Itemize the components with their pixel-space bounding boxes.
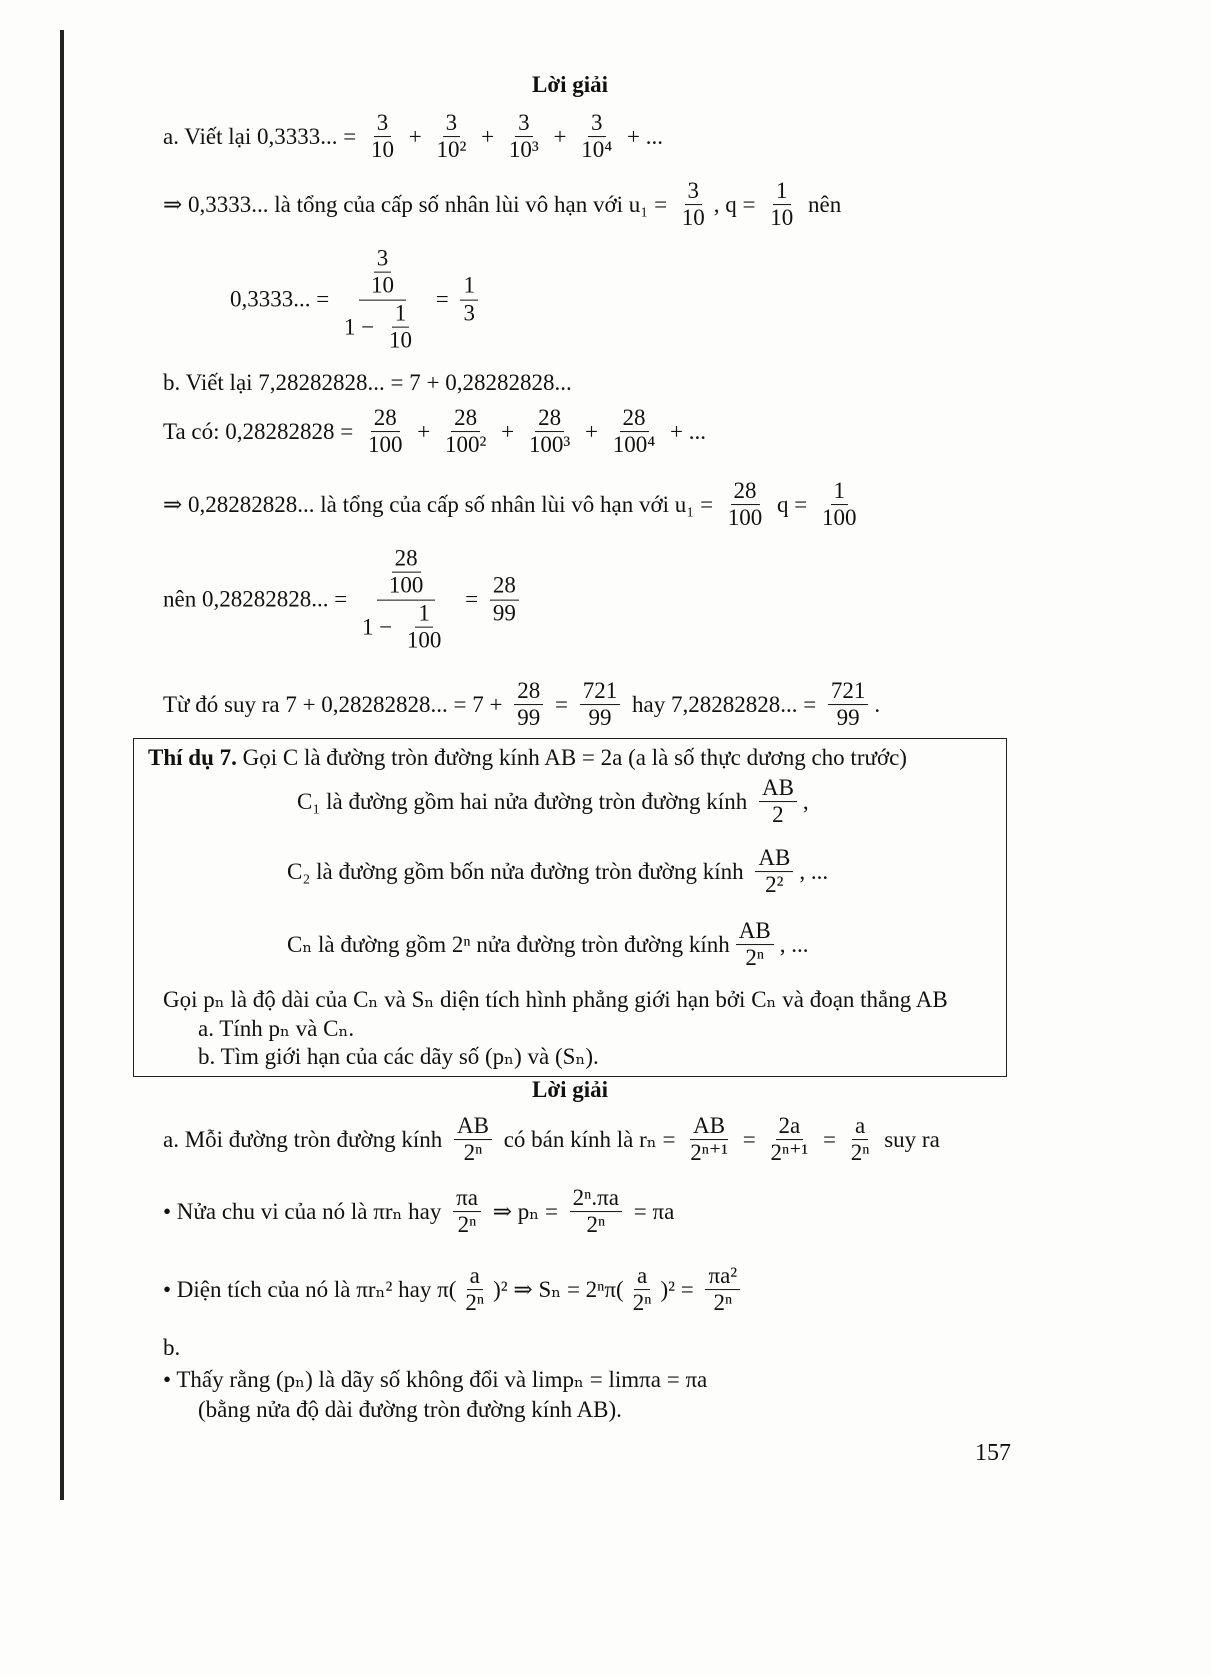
math-text: + <box>411 419 436 444</box>
numerator <box>570 1185 622 1212</box>
math-text: 1 <box>833 478 846 504</box>
math-text: có bán kính là rₙ = <box>497 1127 682 1152</box>
numerator <box>374 110 392 137</box>
fraction <box>460 273 478 327</box>
sum-formula-line-2 <box>163 546 525 655</box>
math-text: b. Viết lại 7,28282828... = 7 + 0,28282828... <box>163 370 572 395</box>
math-text: 2ⁿ <box>586 1212 606 1238</box>
fraction <box>490 573 519 627</box>
fraction <box>736 918 774 972</box>
math-text: + <box>547 124 573 149</box>
math-text: 28 <box>733 478 757 504</box>
denominator <box>819 506 860 532</box>
denominator <box>341 301 424 355</box>
page-number: 157 <box>975 1440 1011 1466</box>
denominator <box>630 1291 655 1317</box>
math-text: 2ⁿ <box>465 1290 485 1316</box>
math-text: 10² <box>436 137 467 163</box>
fraction <box>368 246 397 300</box>
solution-a-radius <box>163 1113 940 1167</box>
numerator <box>392 546 421 573</box>
math-text: AB <box>738 918 771 944</box>
math-text: ⇒ pₙ = <box>486 1199 564 1224</box>
solution-a-perimeter <box>163 1185 674 1239</box>
numerator <box>451 405 480 432</box>
fraction <box>767 178 796 232</box>
math-text: 10⁴ <box>581 137 613 163</box>
solution-b-label <box>163 1335 180 1361</box>
math-text: q = <box>771 492 814 517</box>
numerator <box>359 246 406 301</box>
scan-margin-line <box>60 30 64 1500</box>
denominator <box>455 1213 480 1239</box>
fraction <box>453 1185 481 1239</box>
example-7-statement <box>148 745 907 771</box>
math-text: , ... <box>779 932 809 957</box>
solution-b-limit <box>163 1367 707 1393</box>
math-text: )² ⇒ Sₙ = 2ⁿπ( <box>493 1277 624 1302</box>
c2-definition <box>287 845 828 899</box>
math-text: • Nửa chu vi của nó là πrₙ hay <box>163 1199 448 1224</box>
math-text: Từ đó suy ra 7 + 0,28282828... = 7 + <box>163 692 509 717</box>
numerator <box>454 1113 492 1140</box>
denominator <box>359 601 453 655</box>
numerator <box>776 1113 804 1140</box>
denominator <box>461 1141 486 1167</box>
math-text: 1 <box>776 178 788 204</box>
cn-definition <box>287 918 808 972</box>
math-text: 100 <box>406 627 442 653</box>
math-text: 99 <box>492 600 516 626</box>
solution-heading-2: Lời giải <box>532 1077 608 1102</box>
math-text: 721 <box>830 678 866 704</box>
denominator <box>514 706 543 732</box>
denominator <box>460 301 478 327</box>
math-text: Gọi pₙ là độ dài của Cₙ và Sₙ diện tích hình phẳng giới hạn bởi Cₙ và đoạn thẳng AB <box>163 987 948 1012</box>
fraction <box>514 678 543 732</box>
numerator <box>755 845 793 872</box>
numerator <box>620 405 649 432</box>
math-text: AB <box>693 1113 726 1139</box>
math-text: = <box>429 287 455 312</box>
numerator <box>580 678 621 705</box>
numerator <box>773 178 791 205</box>
math-text: AB <box>761 775 794 801</box>
fraction <box>755 845 793 899</box>
fraction <box>454 1113 492 1167</box>
math-text: 2ⁿ.πa <box>572 1185 619 1211</box>
math-text: 10 <box>681 205 705 231</box>
denominator <box>404 628 445 654</box>
denominator <box>767 206 796 232</box>
math-text: = <box>549 692 574 717</box>
denominator <box>679 206 708 232</box>
fraction <box>759 775 797 829</box>
math-text: nên 0,28282828... = <box>163 587 353 612</box>
math-text: a. Mỗi đường tròn đường kính <box>163 1127 448 1152</box>
numerator <box>490 573 519 600</box>
fraction <box>610 405 659 459</box>
math-text: 3 <box>687 178 700 204</box>
math-text: 2ⁿ <box>713 1290 733 1316</box>
numerator <box>467 1263 483 1290</box>
math-text: 28 <box>394 545 418 571</box>
math-text: 1 <box>418 600 430 626</box>
math-text: a <box>855 1113 866 1139</box>
math-text: 28 <box>373 405 397 431</box>
math-text: 28 <box>454 405 478 431</box>
math-text: Cₙ là đường gồm 2ⁿ nửa đường tròn đường kính <box>287 932 730 957</box>
math-text: 28 <box>622 405 646 431</box>
fraction <box>725 478 766 532</box>
math-text: • Diện tích của nó là πrₙ² hay π( <box>163 1277 457 1302</box>
fraction <box>359 546 453 655</box>
math-text: suy ra <box>878 1127 940 1152</box>
math-text: 28 <box>492 573 516 599</box>
denominator <box>365 433 406 459</box>
math-text: + <box>402 124 428 149</box>
math-text: b. Tìm giới hạn của các dãy số (pₙ) và (Sₙ). <box>198 1044 599 1069</box>
math-text: ⇒ 0,3333... là tổng của cấp số nhân lùi vô hạn với u₁ = <box>163 192 673 217</box>
c1-definition <box>297 775 809 829</box>
fraction <box>442 405 489 459</box>
denominator <box>687 1141 731 1167</box>
math-text: + ... <box>664 419 707 444</box>
fraction <box>404 601 445 655</box>
math-text: 1 − <box>343 314 380 340</box>
denominator <box>442 433 489 459</box>
math-text: hay 7,28282828... = <box>626 692 822 717</box>
math-text: 3 <box>463 300 475 326</box>
numerator <box>690 1113 728 1140</box>
math-text: 99 <box>588 705 612 731</box>
math-text: 99 <box>517 705 541 731</box>
pn-sn-definition <box>163 987 948 1013</box>
fraction <box>386 301 415 355</box>
numerator <box>453 1185 481 1212</box>
math-text: + <box>579 419 604 444</box>
denominator <box>583 1213 608 1239</box>
math-text: C₂ là đường gồm bốn nửa đường tròn đường kính <box>287 859 750 884</box>
math-text: 28 <box>517 678 541 704</box>
fraction <box>462 1263 487 1317</box>
fraction <box>848 1113 873 1167</box>
solution-a-area <box>163 1263 746 1317</box>
math-text: 2a <box>778 1113 801 1139</box>
sum-formula-line <box>230 246 484 355</box>
math-text: nên <box>802 192 842 217</box>
numerator <box>634 1263 650 1290</box>
fraction <box>341 246 424 355</box>
fraction <box>506 110 542 164</box>
math-text: Ta có: 0,28282828 = <box>163 419 359 444</box>
math-text: , ... <box>799 859 829 884</box>
numerator <box>759 775 797 802</box>
fraction <box>386 546 427 600</box>
math-text: . <box>874 692 881 717</box>
math-text: πa <box>456 1185 478 1211</box>
math-text: • Thấy rằng (pₙ) là dãy số không đổi và limpₙ = limπa = πa <box>163 1367 708 1392</box>
math-text: 3 <box>591 110 603 136</box>
numerator <box>443 110 461 137</box>
question-b <box>198 1044 599 1070</box>
numerator <box>392 301 410 328</box>
math-text: 2ⁿ⁺¹ <box>770 1140 809 1166</box>
denominator <box>506 138 542 164</box>
numerator <box>415 601 433 628</box>
math-text: a. Viết lại 0,3333... = <box>163 124 362 149</box>
math-text: 2ⁿ <box>745 945 765 971</box>
denominator <box>433 138 469 164</box>
fraction <box>679 178 708 232</box>
fraction <box>828 678 869 732</box>
fraction <box>368 110 397 164</box>
math-text: Gọi C là đường tròn đường kính AB = 2a (a là số thực dương cho trước) <box>236 745 907 770</box>
math-text: )² = <box>660 1277 700 1302</box>
math-text: 100 <box>822 505 857 531</box>
numerator <box>371 405 400 432</box>
math-text: ⇒ 0,28282828... là tổng của cấp số nhân lùi vô hạn với u₁ = <box>163 492 719 517</box>
math-text: + <box>475 124 500 149</box>
math-text: 2² <box>765 872 784 898</box>
numerator <box>374 246 392 273</box>
math-text: + ... <box>621 124 664 149</box>
solution-b-note <box>198 1397 622 1423</box>
denominator <box>490 601 519 627</box>
numerator <box>736 918 774 945</box>
denominator <box>386 328 415 354</box>
denominator <box>762 873 786 899</box>
math-text: 99 <box>836 705 860 731</box>
math-text: b. <box>163 1335 181 1360</box>
math-text: AB <box>758 845 791 871</box>
math-text: 100² <box>444 432 487 458</box>
fraction <box>580 678 621 732</box>
denominator <box>767 1141 811 1167</box>
math-text: = <box>736 1127 762 1152</box>
denominator <box>386 573 427 599</box>
fraction <box>819 478 860 532</box>
numerator <box>852 1113 868 1140</box>
math-text: 10 <box>388 327 412 353</box>
math-text: 10³ <box>508 137 539 163</box>
math-text: = πa <box>628 1199 675 1224</box>
math-text: 10 <box>770 205 794 231</box>
math-text: C₁ là đường gồm hai nửa đường tròn đường kính <box>297 789 753 814</box>
geometric-series-line <box>163 178 841 232</box>
math-text: 1 <box>394 300 407 326</box>
math-text: 721 <box>582 678 618 704</box>
fraction <box>365 405 406 459</box>
math-text: 10 <box>370 273 394 299</box>
math-text: = <box>817 1127 842 1152</box>
numerator <box>685 178 703 205</box>
numerator <box>514 678 543 705</box>
numerator <box>828 678 869 705</box>
fraction <box>767 1113 811 1167</box>
math-text: 100³ <box>528 432 571 458</box>
math-text: πa² <box>708 1263 738 1289</box>
math-text: 100 <box>727 505 763 531</box>
math-text: = <box>459 587 484 612</box>
denominator <box>725 506 766 532</box>
fraction <box>526 405 573 459</box>
conclusion-line <box>163 678 880 732</box>
math-text: a. Tính pₙ và Cₙ. <box>198 1016 355 1041</box>
math-text: , <box>802 789 809 814</box>
numerator <box>377 546 436 601</box>
denominator <box>834 706 863 732</box>
math-text: 2ⁿ <box>463 1140 483 1166</box>
math-text: 100 <box>388 573 424 599</box>
math-text: (bằng nửa độ dài đường tròn đường kính AB). <box>198 1397 622 1422</box>
math-text: 3 <box>518 110 530 136</box>
math-text: 100⁴ <box>612 432 656 458</box>
expansion-line <box>163 405 706 459</box>
numerator <box>588 110 606 137</box>
denominator <box>742 946 767 972</box>
denominator <box>368 138 397 164</box>
fraction <box>687 1113 731 1167</box>
math-text: 10 <box>370 137 394 163</box>
math-text: 28 <box>538 405 562 431</box>
math-text: 2 <box>772 802 784 828</box>
math-text: , q = <box>713 192 762 217</box>
part-b-line <box>163 370 572 396</box>
numerator <box>535 405 564 432</box>
math-text: 1 <box>463 273 475 299</box>
denominator <box>368 273 397 299</box>
question-a <box>198 1016 354 1042</box>
math-text: 2ⁿ <box>457 1212 477 1238</box>
math-text: 100 <box>367 432 403 458</box>
denominator <box>578 138 615 164</box>
fraction <box>705 1263 740 1317</box>
numerator <box>515 110 533 137</box>
denominator <box>769 803 787 829</box>
math-text: 1 − <box>361 614 398 640</box>
geometric-series-line-2 <box>163 478 866 532</box>
math-text: 3 <box>445 110 458 136</box>
fraction <box>630 1263 655 1317</box>
math-text: AB <box>457 1113 489 1139</box>
math-text: a <box>636 1263 648 1289</box>
part-a-line <box>163 110 663 164</box>
denominator <box>585 706 614 732</box>
fraction <box>578 110 615 164</box>
fraction <box>433 110 469 164</box>
math-text: a <box>469 1263 480 1289</box>
math-text: 2ⁿ <box>850 1140 870 1166</box>
math-text: 3 <box>376 245 389 271</box>
denominator <box>848 1141 873 1167</box>
math-text: 2ⁿ⁺¹ <box>690 1140 728 1166</box>
math-text: 2ⁿ <box>632 1290 652 1316</box>
math-text: 3 <box>376 110 389 136</box>
numerator <box>705 1263 740 1290</box>
denominator <box>610 433 659 459</box>
solution-heading-1: Lời giải <box>532 72 608 97</box>
fraction <box>570 1185 622 1239</box>
numerator <box>731 478 760 505</box>
numerator <box>831 478 849 505</box>
math-text: 0,3333... = <box>230 287 335 312</box>
example-label: Thí dụ 7. <box>148 745 237 770</box>
denominator <box>462 1291 487 1317</box>
math-text: + <box>495 419 520 444</box>
denominator <box>526 433 573 459</box>
numerator <box>460 273 478 300</box>
denominator <box>710 1291 735 1317</box>
